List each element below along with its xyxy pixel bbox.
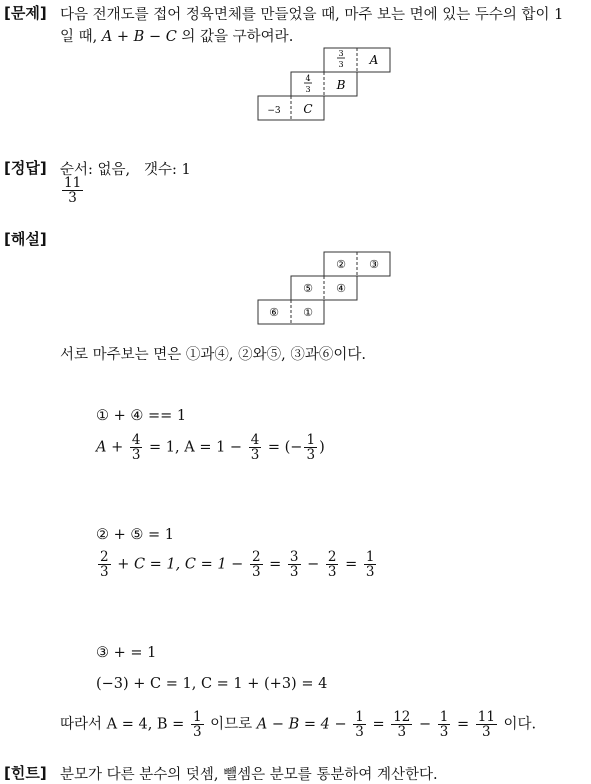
net-top-frac-num: 3: [338, 49, 344, 58]
problem-cube-net: [257, 48, 393, 122]
step2-equation: ② + ⑤ = 1: [96, 527, 174, 543]
net-top-frac-den: 3: [338, 60, 344, 69]
net-cell-C: C: [303, 102, 313, 116]
solution-intro: 서로 마주보는 면은 ①과④, ②와⑤, ③과⑥이다.: [60, 347, 366, 363]
sol-net-c3: ③: [369, 258, 379, 271]
net-mid-frac-num: 4: [305, 74, 311, 83]
problem-line-1: 다음 전개도를 접어 정육면체를 만들었을 때, 마주 보는 면에 있는 두수의 합이 1: [60, 7, 564, 23]
problem-line-2: 일 때, A + B − C 의 값을 구하여라.: [60, 29, 294, 45]
hint-label: [힌트]: [4, 764, 47, 782]
problem-label: [문제]: [4, 4, 47, 22]
net-cell-B: B: [336, 78, 346, 92]
answer-meta: 순서: 없음, 갯수: 1: [60, 162, 191, 178]
answer-label: [정답]: [4, 159, 47, 177]
solution-conclusion: 따라서 A = 4, B = $\frac{1}{3}$ 이므로 A − B = 4 − $\frac{1}{3}$ = $\frac{12}{3}$ − $\frac{1}{3}$ = $\frac{11}{3}$ 이다.: [60, 709, 537, 741]
net-cell-A: A: [369, 53, 379, 67]
solution-cube-net: [257, 252, 393, 326]
net-mid-frac-den: 3: [305, 85, 311, 94]
sol-net-c2: ②: [336, 258, 346, 271]
answer-value: $\frac{11}{3}$: [64, 175, 82, 207]
sol-net-c1: ①: [303, 306, 313, 319]
sol-net-c6: ⑥: [269, 306, 279, 319]
solution-label: [해설]: [4, 230, 47, 248]
hint-text: 분모가 다른 분수의 덧셈, 뺄셈은 분모를 통분하여 계산한다.: [60, 767, 438, 783]
step3-line: (−3) + C = 1, C = 1 + (+3) = 4: [96, 676, 328, 692]
sol-net-c4: ④: [336, 282, 346, 295]
step2-line: $\frac{2}{3}$ + C = 1, C = 1 − $\frac{2}{3}$ = $\frac{3}{3}$ − $\frac{2}{3}$ = $\frac{1}{3}$: [100, 549, 375, 581]
step1-equation: ① + ④ == 1: [96, 408, 187, 424]
sol-net-c5: ⑤: [303, 282, 313, 295]
step3-equation: ③ + = 1: [96, 645, 157, 661]
net-cell-left: −3: [267, 106, 281, 116]
step1-line: A + $\frac{4}{3}$ = 1, A = 1 − $\frac{4}{3}$ = (− $\frac{1}{3}$ ): [96, 432, 325, 464]
problem-expression: A + B − C: [101, 29, 177, 45]
